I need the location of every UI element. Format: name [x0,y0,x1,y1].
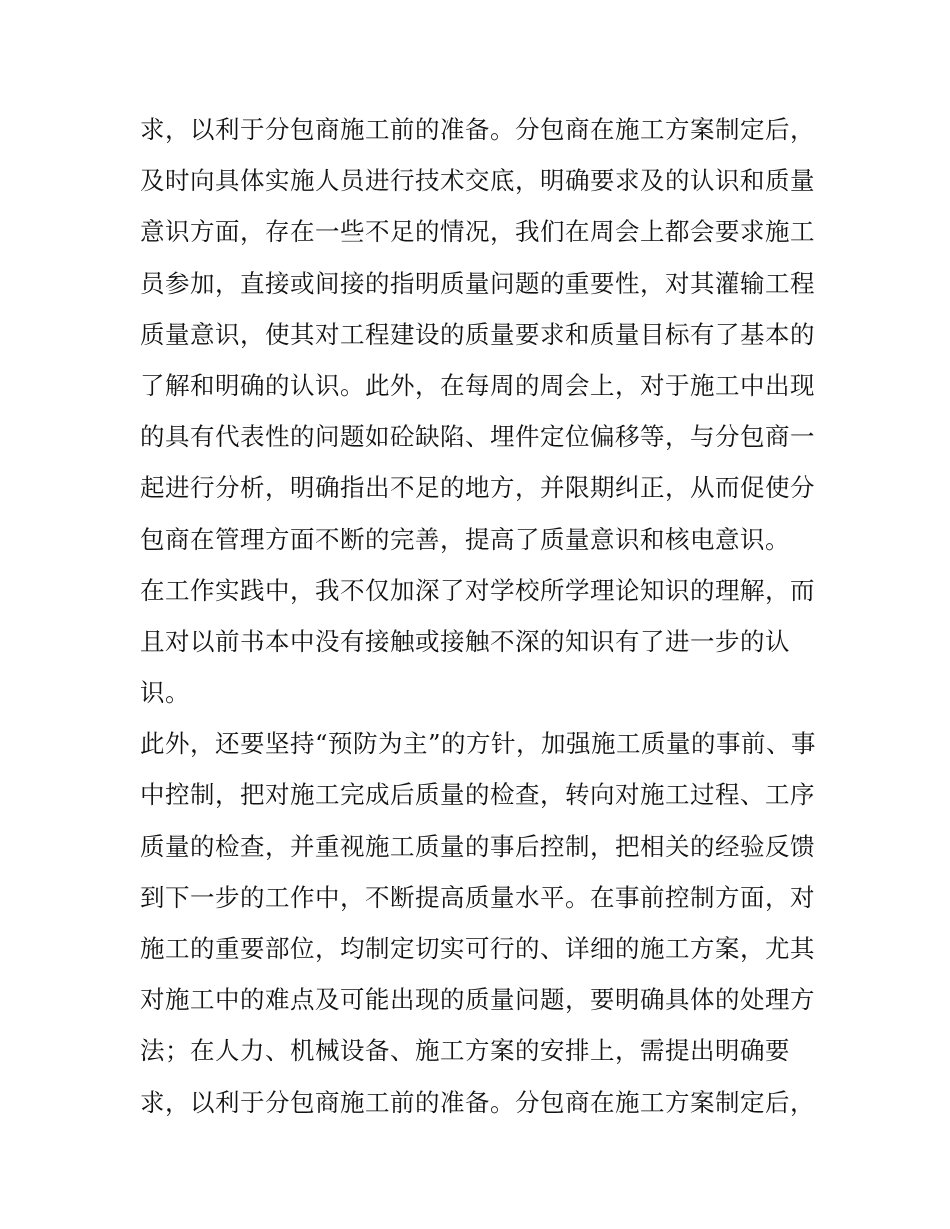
text-line: 施工的重要部位，均制定切实可行的、详细的施工方案，尤其 [140,934,815,963]
body-text [140,104,820,1128]
text-line: 包商在管理方面不断的完善，提高了质量意识和核电意识。 [140,524,790,554]
text-line: 及时向具体实施人员进行技术交底，明确要求及的认识和质量 [140,166,815,196]
text-line: 的具有代表性的问题如砼缺陷、埋件定位偏移等，与分包商一 [140,422,815,452]
text-line: 中控制，把对施工完成后质量的检查，转向对施工过程、工序 [140,780,815,810]
text-line: 意识方面，存在一些不足的情况，我们在周会上都会要求施工 [140,217,815,247]
text-line: 法；在人力、机械设备、施工方案的安排上，需提出明确要 [140,1036,790,1066]
text-line: 求，以利于分包商施工前的准备。分包商在施工方案制定后， [140,1087,815,1117]
text-line: 起进行分析，明确指出不足的地方，并限期纠正，从而促使分 [140,473,815,503]
text-line: 此外，还要坚持“预防为主”的方针，加强施工质量的事前、事 [140,729,817,759]
text-line: 识。 [140,678,190,708]
text-line: 在工作实践中，我不仅加深了对学校所学理论知识的理解，而 [140,575,815,605]
text-line: 求，以利于分包商施工前的准备。分包商在施工方案制定后， [140,115,815,144]
text-line: 对施工中的难点及可能出现的质量问题，要明确具体的处理方 [140,985,815,1015]
text-line: 质量意识，使其对工程建设的质量要求和质量目标有了基本的 [140,319,815,349]
text-line: 到下一步的工作中，不断提高质量水平。在事前控制方面，对 [140,882,815,912]
text-line: 且对以前书本中没有接触或接触不深的知识有了进一步的认 [140,626,790,656]
text-line: 了解和明确的认识。此外，在每周的周会上，对于施工中出现 [140,370,815,400]
text-line: 质量的检查，并重视施工质量的事后控制，把相关的经验反馈 [140,831,815,861]
text-line: 员参加，直接或间接的指明质量问题的重要性，对其灌输工程 [140,268,815,298]
